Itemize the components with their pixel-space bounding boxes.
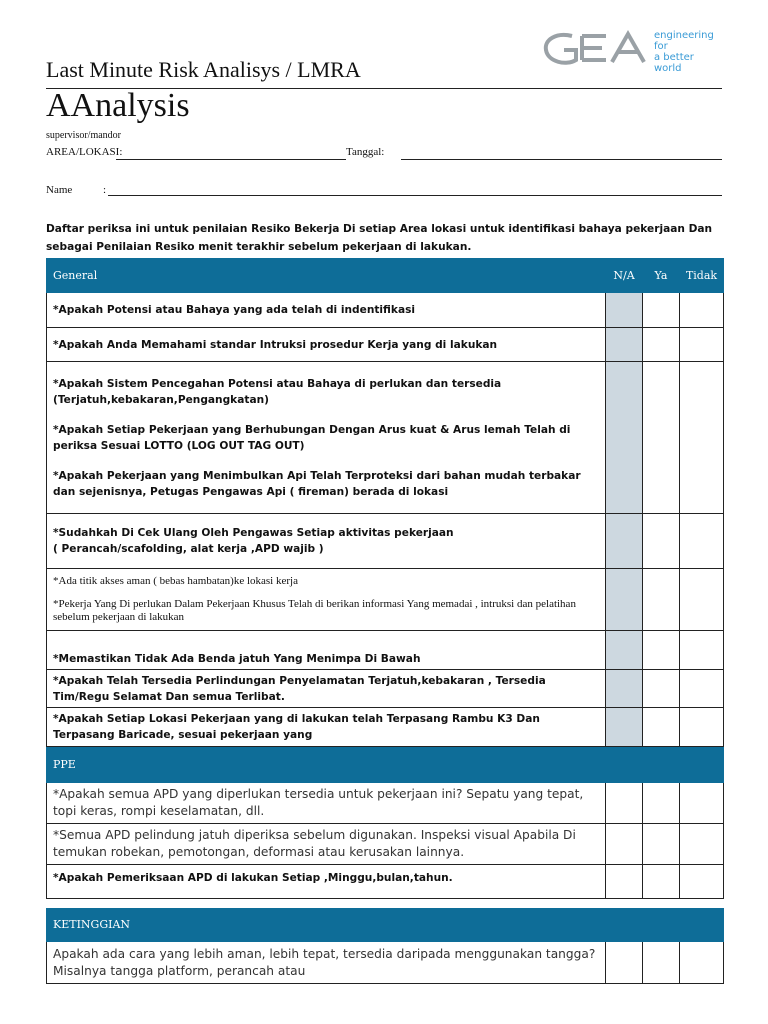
tidak-checkbox[interactable] (680, 783, 724, 824)
ya-checkbox[interactable] (643, 670, 680, 708)
tidak-checkbox[interactable] (680, 569, 724, 631)
ya-checkbox[interactable] (643, 631, 680, 670)
na-checkbox[interactable] (606, 708, 643, 747)
table-row (47, 783, 724, 824)
check-item-group (47, 514, 606, 569)
area-field[interactable] (116, 159, 346, 160)
check-item: *Ada titik akses aman ( bebas hambatan)ke lokasi kerja (53, 575, 298, 587)
na-checkbox[interactable] (606, 942, 643, 984)
check-item: *Sudahkah Di Cek Ulang Oleh Pengawas Setiap aktivitas pekerjaan (53, 527, 454, 539)
table-row (47, 942, 724, 984)
ya-checkbox[interactable] (643, 708, 680, 747)
table-row (47, 865, 724, 899)
section-header-general (47, 259, 724, 293)
section-spacer (47, 899, 724, 909)
tidak-checkbox[interactable] (680, 670, 724, 708)
ya-checkbox[interactable] (643, 783, 680, 824)
ya-checkbox[interactable] (643, 514, 680, 569)
section-title-ppe: PPE (47, 747, 724, 783)
ya-checkbox[interactable] (643, 942, 680, 984)
na-checkbox[interactable] (606, 362, 643, 514)
tidak-checkbox[interactable] (680, 942, 724, 984)
ya-checkbox[interactable] (643, 569, 680, 631)
na-checkbox[interactable] (606, 670, 643, 708)
na-checkbox[interactable] (606, 328, 643, 362)
check-item: Apakah ada cara yang lebih aman, lebih tepat, tersedia daripada menggunakan tangga? Misalnya tangga platform, perancah atau (47, 942, 606, 984)
na-checkbox[interactable] (606, 783, 643, 824)
na-checkbox[interactable] (606, 824, 643, 865)
ya-checkbox[interactable] (643, 293, 680, 328)
check-item: *Apakah semua APD yang diperlukan tersedia untuk pekerjaan ini? Sepatu yang tepat, topi keras, rompi keselamatan, dll. (47, 783, 606, 824)
check-item-note: ( Perancah/scafolding, alat kerja ,APD wajib ) (53, 543, 324, 555)
check-item: *Apakah Pekerjaan yang Menimbulkan Api Telah Terproteksi dari bahan mudah terbakar dan sejenisnya, Petugas Pengawas Api ( fireman) berada di lokasi (53, 469, 581, 498)
tidak-checkbox[interactable] (680, 865, 724, 899)
check-item: *Apakah Potensi atau Bahaya yang ada telah di indentifikasi (47, 293, 606, 328)
tidak-checkbox[interactable] (680, 293, 724, 328)
table-row (47, 293, 724, 328)
table-row (47, 362, 724, 514)
section-title-general: General (47, 259, 606, 293)
area-label: AREA/LOKASI: (46, 146, 123, 158)
na-checkbox[interactable] (606, 631, 643, 670)
col-tidak-header: Tidak (680, 259, 724, 293)
ya-checkbox[interactable] (643, 865, 680, 899)
table-row (47, 824, 724, 865)
ya-checkbox[interactable] (643, 328, 680, 362)
table-row (47, 569, 724, 631)
check-item: *Apakah Setiap Lokasi Pekerjaan yang di lakukan telah Terpasang Rambu K3 Dan Terpasang Baricade, sesuai pekerjaan yang (47, 708, 606, 747)
check-item: *Apakah Sistem Pencegahan Potensi atau Bahaya di perlukan dan tersedia (Terjatuh,kebakaran,Pengangkatan) (53, 377, 502, 406)
check-item: *Apakah Telah Tersedia Perlindungan Penyelamatan Terjatuh,kebakaran , Tersedia Tim/Regu Selamat Dan semua Terlibat. (47, 670, 606, 708)
na-checkbox[interactable] (606, 569, 643, 631)
date-label: Tanggal: (346, 146, 385, 158)
check-item: *Pekerja Yang Di perlukan Dalam Pekerjaan Khusus Telah di berikan informasi Yang memadai , intruksi dan pelatihan sebelum pekerjaan di lakukan (53, 598, 576, 623)
name-field[interactable] (108, 195, 722, 196)
name-colon: : (103, 184, 107, 196)
na-checkbox[interactable] (606, 514, 643, 569)
col-ya-header: Ya (643, 259, 680, 293)
page-title: Last Minute Risk Analisys / LMRA (46, 57, 361, 82)
logo-tagline (654, 30, 722, 74)
section-header-height (47, 909, 724, 942)
name-label: Name (46, 184, 73, 196)
checklist-table (46, 258, 724, 984)
na-checkbox[interactable] (606, 293, 643, 328)
check-item-group (47, 569, 606, 631)
page-subtitle: AAnalysis (46, 87, 190, 124)
tidak-checkbox[interactable] (680, 708, 724, 747)
col-na-header: N/A (606, 259, 643, 293)
check-item: *Apakah Setiap Pekerjaan yang Berhubungan Dengan Arus kuat & Arus lemah Telah di periksa Sesuai LOTTO (LOG OUT TAG OUT) (53, 423, 571, 452)
logo-tagline-1: engineering for (654, 30, 714, 52)
tidak-checkbox[interactable] (680, 824, 724, 865)
check-item: *Semua APD pelindung jatuh diperiksa sebelum digunakan. Inspeksi visual Apabila Di temukan robekan, pemotongan, deformasi atau kerusakan lainnya. (47, 824, 606, 865)
check-item-group (47, 362, 606, 514)
table-row (47, 514, 724, 569)
intro-text: Daftar periksa ini untuk penilaian Resiko Bekerja Di setiap Area lokasi untuk identifikasi bahaya pekerjaan Dan sebagai Penilaian Resiko menit terakhir sebelum pekerjaan di lakukan. (46, 223, 713, 253)
gea-logo (542, 28, 722, 72)
section-header-ppe (47, 747, 724, 783)
date-field[interactable] (401, 159, 722, 160)
check-item: *Apakah Anda Memahami standar Intruksi prosedur Kerja yang di lakukan (47, 328, 606, 362)
tidak-checkbox[interactable] (680, 514, 724, 569)
table-row (47, 328, 724, 362)
gea-logo-mark (542, 28, 652, 68)
check-item: *Apakah Pemeriksaan APD di lakukan Setiap ,Minggu,bulan,tahun. (47, 865, 606, 899)
tidak-checkbox[interactable] (680, 631, 724, 670)
table-row (47, 708, 724, 747)
table-row (47, 670, 724, 708)
tidak-checkbox[interactable] (680, 362, 724, 514)
supervisor-label: supervisor/mandor (46, 130, 121, 141)
table-row (47, 631, 724, 670)
section-title-height: KETINGGIAN (47, 909, 724, 942)
ya-checkbox[interactable] (643, 362, 680, 514)
ya-checkbox[interactable] (643, 824, 680, 865)
logo-tagline-2: a better world (654, 52, 694, 74)
tidak-checkbox[interactable] (680, 328, 724, 362)
na-checkbox[interactable] (606, 865, 643, 899)
check-item: *Memastikan Tidak Ada Benda jatuh Yang Menimpa Di Bawah (47, 631, 606, 670)
